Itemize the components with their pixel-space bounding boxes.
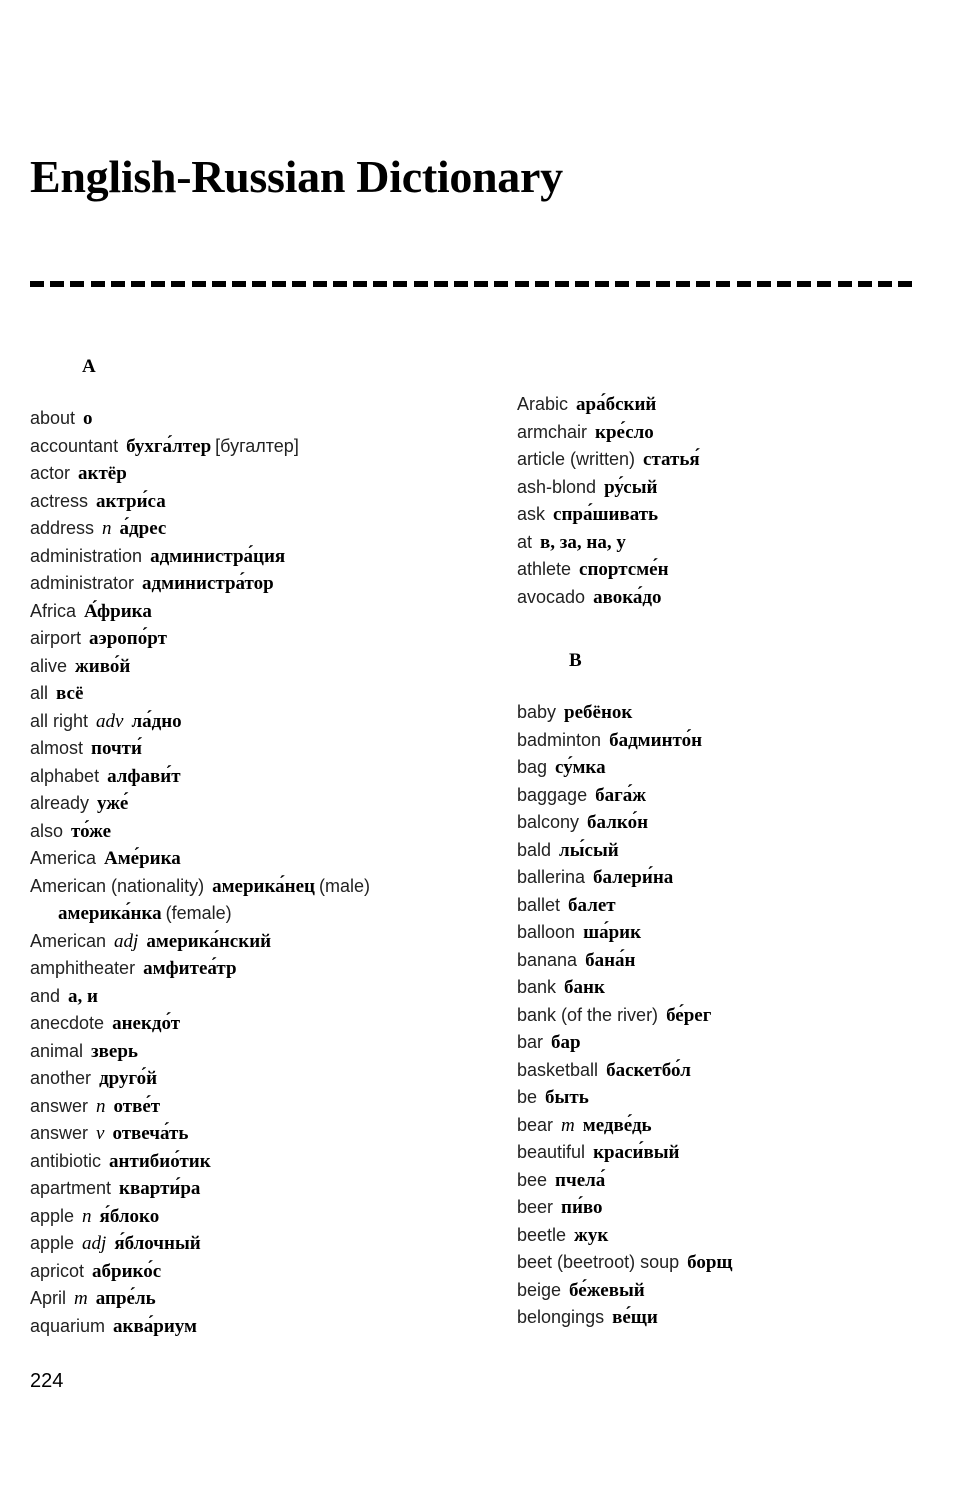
dictionary-entry [517,1057,957,1085]
russian-translation: америка́нка [58,903,162,924]
dictionary-entry [30,845,470,873]
english-word: beautiful [517,1142,586,1162]
russian-translation: борщ [687,1252,733,1273]
dash-segment [858,281,872,287]
dash-segment [171,281,185,287]
dictionary-entry [517,1222,957,1250]
dashed-divider [30,281,922,291]
english-word: apple [30,1233,75,1253]
entry-note: (female) [165,903,232,923]
dictionary-entry [30,818,470,846]
dash-segment [111,281,125,287]
english-word: all [30,683,49,703]
dash-segment [817,281,831,287]
dash-segment [656,281,670,287]
dash-segment [676,281,690,287]
dash-segment [898,281,912,287]
dictionary-entry [30,900,470,928]
dash-segment [212,281,226,287]
dash-segment [70,281,84,287]
english-word: administration [30,545,143,566]
dictionary-entry [517,446,957,474]
russian-translation: су́мка [555,757,606,778]
entry-list-a [30,405,470,1340]
english-word: apartment [30,1178,112,1198]
dictionary-entry [30,1065,470,1093]
dictionary-entry [517,1139,957,1167]
part-of-speech: n [82,1205,92,1227]
dictionary-entry [30,1148,470,1176]
english-word: antibiotic [30,1150,102,1171]
english-word: alive [30,655,68,676]
entry-note: [бугалтер] [215,435,299,456]
english-word: American [30,930,107,951]
dash-segment [636,281,650,287]
russian-translation: друго́й [99,1068,158,1089]
part-of-speech: m [74,1288,88,1309]
section-letter-b: B [569,650,582,671]
english-word: all right [30,710,89,731]
russian-translation: кре́сло [595,421,654,443]
dash-segment [757,281,771,287]
russian-translation: а́дрес [119,518,167,539]
russian-translation: кварти́ра [119,1178,201,1199]
russian-translation: бар [551,1032,581,1053]
dictionary-entry [30,790,470,818]
dash-segment [232,281,246,287]
english-word: apricot [30,1260,85,1281]
russian-translation: всё [56,683,84,704]
english-word: belongings [517,1307,605,1327]
dash-segment [737,281,751,287]
english-word: beet (beetroot) soup [517,1252,680,1272]
english-word: almost [30,738,84,758]
part-of-speech: n [96,1095,106,1117]
english-word: answer [30,1095,89,1116]
dash-segment [474,281,488,287]
part-of-speech: adv [96,710,124,732]
russian-translation: бана́н [585,949,636,971]
russian-translation: авока́до [593,586,662,608]
russian-translation: ла́дно [131,710,182,732]
dictionary-entry [30,598,470,626]
part-of-speech: n [102,518,112,539]
page-title: English-Russian Dictionary [30,151,563,202]
english-word: address [30,518,95,538]
russian-translation: статья́ [643,449,700,470]
english-word: ballet [517,894,561,915]
english-word: badminton [517,729,602,750]
dictionary-entry [30,1258,470,1286]
dash-segment [595,281,609,287]
dictionary-entry [30,1120,470,1148]
english-word: ballerina [517,867,586,887]
english-word: American (nationality) [30,875,205,896]
dash-segment [515,281,529,287]
dictionary-entry [30,433,470,461]
russian-translation: америка́нский [146,930,272,952]
russian-translation: администра́ция [150,545,286,567]
russian-translation: бухга́лтер [126,435,212,457]
dictionary-entry [517,947,957,975]
english-word: athlete [517,559,572,579]
russian-translation: аэропо́рт [89,628,167,649]
russian-translation: ве́щи [612,1307,658,1328]
english-word: ask [517,504,546,524]
russian-translation: америка́нец [212,875,315,897]
dash-segment [151,281,165,287]
english-word: amphitheater [30,958,136,978]
dictionary-entry [30,1285,470,1313]
english-word: bald [517,839,552,860]
dictionary-entry [30,708,470,736]
part-of-speech: v [96,1123,105,1144]
english-word: America [30,848,97,868]
dictionary-entry [30,873,470,901]
english-word: avocado [517,586,586,607]
dash-segment [555,281,569,287]
dash-segment [272,281,286,287]
dictionary-entry [517,754,957,782]
english-word: accountant [30,435,119,456]
dictionary-entry [517,837,957,865]
dictionary-entry [30,983,470,1011]
part-of-speech: m [561,1114,575,1136]
dictionary-entry [30,1175,470,1203]
russian-translation: абрико́с [92,1260,162,1282]
english-word: bear [517,1114,554,1135]
dictionary-entry [517,1084,957,1112]
dictionary-entry [30,1010,470,1038]
russian-translation: апре́ль [95,1288,156,1309]
page-number: 224 [30,1370,64,1392]
english-word: administrator [30,573,135,593]
english-word: answer [30,1123,89,1143]
russian-translation: амфитеа́тр [143,958,237,979]
dictionary-entry [30,1313,470,1341]
english-word: and [30,985,61,1006]
russian-translation: ша́рик [583,922,642,943]
russian-translation: быть [545,1087,589,1108]
dictionary-entry [30,1093,470,1121]
right-column [517,391,957,1332]
dash-segment [30,281,44,287]
english-word: aquarium [30,1315,106,1336]
english-word: actor [30,463,71,483]
dictionary-entry [30,763,470,791]
dictionary-entry [517,419,957,447]
russian-translation: антибио́тик [109,1150,211,1172]
russian-translation: я́блочный [114,1233,201,1254]
russian-translation: алфави́т [107,765,181,787]
english-word: about [30,408,76,428]
dash-segment [494,281,508,287]
english-word: baggage [517,784,588,805]
dictionary-entry [30,570,470,598]
dictionary-entry [517,391,957,419]
russian-translation: в, за, на, у [540,531,626,553]
russian-translation: почти́ [91,738,142,759]
dash-segment [777,281,791,287]
dash-segment [575,281,589,287]
dictionary-entry [30,955,470,983]
english-word: baby [517,702,557,722]
dictionary-entry [517,1002,957,1030]
english-word: already [30,793,90,813]
dictionary-entry [517,974,957,1002]
russian-translation: отве́т [113,1095,161,1117]
section-letter-a: A [82,356,96,377]
russian-translation: пи́во [561,1197,603,1218]
dictionary-entry [30,680,470,708]
dash-segment [252,281,266,287]
dictionary-entry [517,864,957,892]
russian-translation: пчела́ [555,1169,606,1191]
russian-translation: краси́вый [593,1142,680,1163]
dash-segment [838,281,852,287]
russian-translation: медве́дь [582,1114,652,1136]
russian-translation: анекдо́т [112,1013,181,1034]
dictionary-entry [30,1230,470,1258]
dictionary-entry [30,1038,470,1066]
russian-translation: ру́сый [604,476,658,498]
entry-note: (male) [318,875,370,896]
russian-translation: спортсме́н [579,559,669,580]
russian-translation: балет [568,894,616,916]
dictionary-entry [517,584,957,612]
russian-translation: актри́са [96,490,166,512]
english-word: beige [517,1279,562,1300]
russian-translation: живо́й [75,655,131,677]
russian-translation: банк [564,977,605,998]
dictionary-entry [517,919,957,947]
dictionary-entry [517,1167,957,1195]
russian-translation: балко́н [587,812,649,833]
dictionary-entry [517,892,957,920]
english-word: Africa [30,600,77,621]
english-word: basketball [517,1059,599,1080]
english-word: balloon [517,922,576,942]
english-word: balcony [517,812,580,832]
english-word: beer [517,1197,554,1217]
dash-segment [91,281,105,287]
english-word: also [30,820,64,841]
dash-segment [797,281,811,287]
dash-segment [535,281,549,287]
russian-translation: о [83,408,93,429]
english-word: animal [30,1040,84,1061]
dash-segment [716,281,730,287]
russian-translation: бага́ж [595,784,646,806]
dictionary-entry [30,1203,470,1231]
part-of-speech: adj [114,930,139,952]
russian-translation: бе́рег [666,1004,712,1026]
russian-translation: а, и [68,985,98,1007]
dictionary-entry [30,625,470,653]
russian-translation: лы́сый [559,839,619,861]
russian-translation: уже́ [97,793,129,814]
english-word: armchair [517,421,588,442]
dictionary-entry [517,556,957,584]
dictionary-entry [517,1029,957,1057]
dictionary-entry [517,1304,957,1332]
dash-segment [373,281,387,287]
dash-segment [434,281,448,287]
dictionary-entry [30,928,470,956]
dictionary-entry [517,727,957,755]
dictionary-entry [517,782,957,810]
dash-segment [50,281,64,287]
english-word: bag [517,757,548,777]
dictionary-entry [517,699,957,727]
russian-translation: ара́бский [576,394,657,415]
english-word: Arabic [517,394,569,414]
part-of-speech: adj [82,1233,107,1254]
english-word: anecdote [30,1013,105,1033]
english-word: banana [517,949,578,970]
english-word: actress [30,490,89,511]
dash-segment [313,281,327,287]
dictionary-entry [517,1249,957,1277]
dash-segment [414,281,428,287]
dictionary-entry [517,474,957,502]
english-word: at [517,531,533,552]
dictionary-entry [30,515,470,543]
english-word: apple [30,1205,75,1226]
dictionary-entry [517,1112,957,1140]
dash-segment [333,281,347,287]
english-word: another [30,1068,92,1088]
russian-translation: жук [574,1224,609,1246]
dash-segment [878,281,892,287]
dictionary-entry [30,488,470,516]
russian-translation: отвеча́ть [112,1123,189,1144]
dictionary-entry [517,809,957,837]
russian-translation: бадминто́н [609,729,703,751]
russian-translation: актёр [78,463,127,484]
left-column [30,353,470,1340]
dash-segment [454,281,468,287]
dictionary-entry [30,543,470,571]
dash-segment [292,281,306,287]
russian-translation: ребёнок [564,702,633,723]
english-word: beetle [517,1224,567,1245]
russian-translation: я́блоко [99,1205,160,1227]
russian-translation: администра́тор [142,573,274,594]
dictionary-entry [30,460,470,488]
russian-translation: спра́шивать [553,504,659,525]
dictionary-entry [517,501,957,529]
dictionary-entry [517,529,957,557]
dash-segment [696,281,710,287]
english-word: be [517,1087,538,1107]
english-word: ash-blond [517,476,597,497]
english-word: bar [517,1032,544,1052]
russian-translation: Аме́рика [104,848,181,869]
dash-segment [192,281,206,287]
entry-list-b [517,699,957,1332]
dictionary-entry [30,405,470,433]
dash-segment [353,281,367,287]
dash-segment [615,281,629,287]
russian-translation: бе́жевый [569,1279,645,1301]
russian-translation: то́же [71,820,112,842]
russian-translation: балери́на [593,867,674,888]
english-word: bank [517,977,557,997]
english-word: April [30,1288,67,1308]
dictionary-entry [517,1194,957,1222]
dictionary-entry [30,735,470,763]
entry-list-a-continued [517,391,957,611]
russian-translation: аква́риум [113,1315,197,1337]
english-word: bank (of the river) [517,1004,659,1025]
russian-translation: баскетбо́л [606,1059,691,1081]
dash-segment [393,281,407,287]
dictionary-entry [30,653,470,681]
english-word: alphabet [30,765,100,786]
dictionary-entry [517,1277,957,1305]
dash-segment [131,281,145,287]
russian-translation: А́фрика [84,600,152,622]
russian-translation: зверь [91,1040,138,1062]
english-word: airport [30,628,82,648]
english-word: article (written) [517,449,636,469]
english-word: bee [517,1169,548,1190]
